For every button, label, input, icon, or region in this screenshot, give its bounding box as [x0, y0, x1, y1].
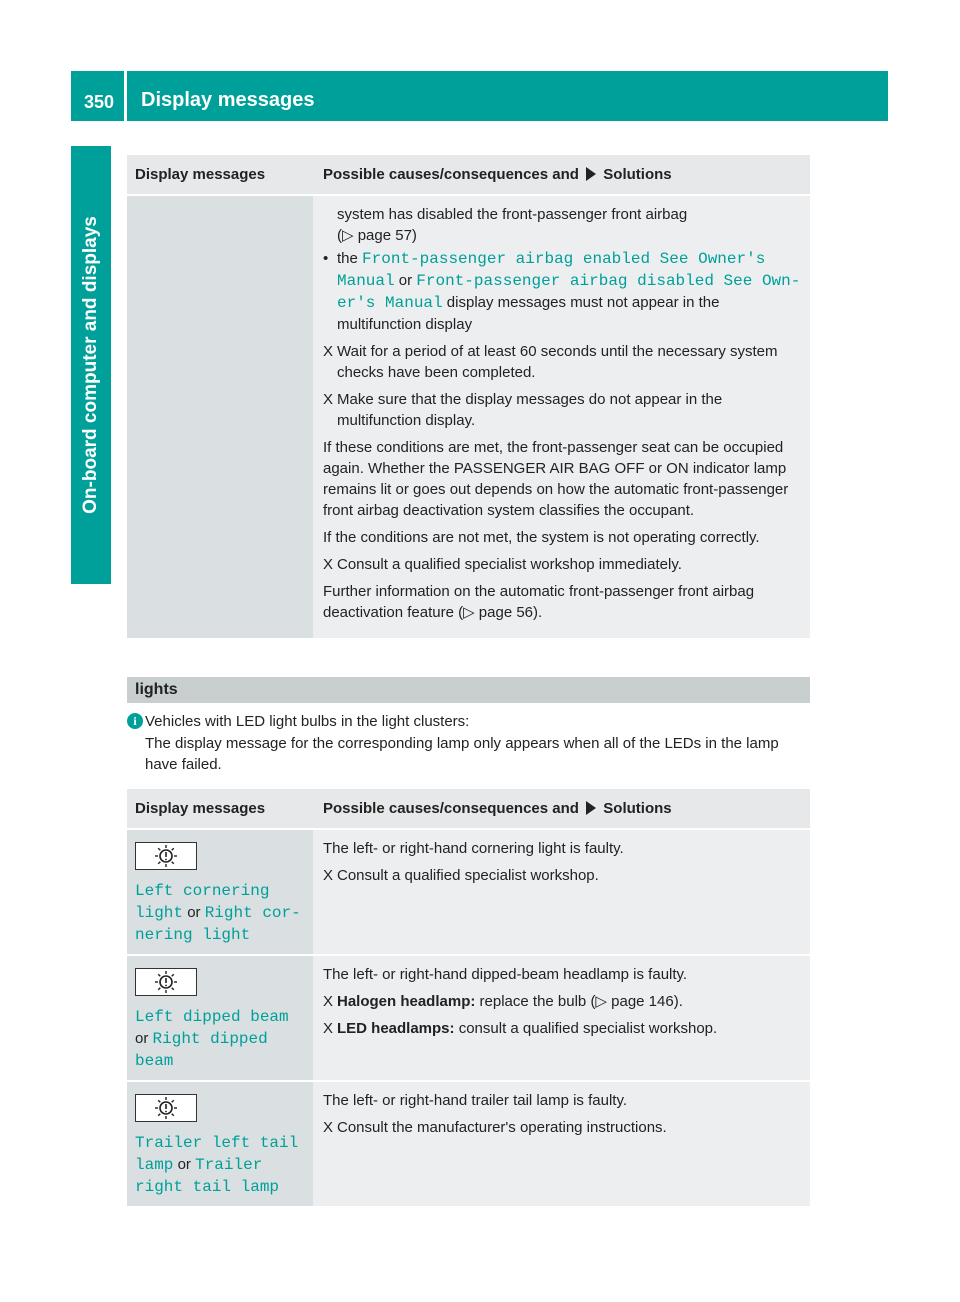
lamp-fault-icon [135, 968, 197, 996]
display-message-cell: Trailer left tail lamp or Trailer right tail lamp [127, 1081, 313, 1207]
action-step: X Consult the manufacturer's operating instructions. [323, 1119, 667, 1136]
causes-solutions-cell [313, 1081, 810, 1207]
causes-solutions-cell [313, 955, 810, 1081]
action-step: X Wait for a period of at least 60 seconds until the necessary system checks have been completed. [323, 343, 778, 381]
action-step-icon: X [323, 993, 334, 1010]
page-number: 350 [84, 92, 115, 112]
paragraph: If the conditions are not met, the system is not operating correctly. [323, 529, 760, 546]
bullet-item: • the Front-passenger airbag enabled See Owner's Manual or Front-passenger airbag disabled See Own‐er's Manual display messages must not appear in the multifunction display [323, 250, 801, 333]
col-header-causes-solutions [313, 789, 810, 829]
display-message-code: Trailer right tail lamp [135, 1156, 280, 1196]
action-step: X Consult a qualified specialist workshop immediately. [323, 556, 682, 573]
col-header-causes-text: Possible causes/consequences and [323, 800, 579, 817]
section-title: lights [135, 681, 178, 698]
cause-text: The left- or right-hand trailer tail lamp is faulty. [323, 1092, 628, 1109]
header-divider [124, 71, 127, 121]
action-step-icon: X [323, 1020, 334, 1037]
table-row [127, 955, 810, 1081]
col-header-solutions-text: Solutions [603, 800, 672, 817]
causes-solutions-cell [313, 829, 810, 955]
causes-solutions-cell [313, 195, 810, 639]
display-message-code: Front-passenger airbag enabled See Owner's Manual [337, 250, 766, 290]
paragraph: Further information on the automatic front-passenger front airbag deactivation feature (▷ page 56). [323, 583, 755, 621]
col-header-solutions-text: Solutions [603, 166, 672, 183]
action-step: X Consult a qualified specialist workshop. [323, 867, 599, 884]
action-step: X Make sure that the display messages do not appear in the multifunction display. [323, 391, 723, 429]
lamp-fault-icon [135, 1094, 197, 1122]
section-bar [127, 677, 810, 703]
info-note [145, 711, 810, 775]
col-header-causes-text: Possible causes/consequences and [323, 166, 579, 183]
cause-text: The left- or right-hand dipped-beam headlamp is faulty. [323, 966, 688, 983]
lights-messages-table [127, 789, 810, 1208]
info-line: The display message for the corresponding lamp only appears when all of the LEDs in the lamp have failed. [145, 735, 779, 773]
table-row [127, 829, 810, 955]
col-header-display-messages: Display messages [127, 155, 313, 195]
display-messages-table-continued [127, 155, 810, 640]
action-step-icon: X [323, 556, 334, 573]
info-icon: i [127, 713, 143, 729]
action-step-icon: X [323, 343, 334, 360]
chapter-side-label: On-board computer and displays [80, 216, 101, 514]
display-message-code: Left dipped beam [135, 1008, 289, 1026]
table-row [127, 1081, 810, 1207]
action-step-icon: X [323, 1119, 334, 1136]
display-message-cell: Left dipped beam or Right dipped beam [127, 955, 313, 1081]
action-step: X Halogen headlamp: replace the bulb (▷ page 146). [323, 993, 683, 1010]
action-step-icon: X [323, 867, 334, 884]
bullet-icon: • [323, 250, 329, 267]
info-line: Vehicles with LED light bulbs in the light clusters: [145, 713, 470, 730]
display-message-code: Trailer left tail lamp [135, 1134, 299, 1174]
cause-text: The left- or right-hand cornering light is faulty. [323, 840, 624, 857]
action-step-icon: X [323, 391, 334, 408]
paragraph: If these conditions are met, the front-passenger seat can be occupied again. Whether the PASSENGER AIR BAG OFF or ON indicator lamp remains lit or goes out depends on how the automatic front-passenger front airbag deactivation system classifies the occupant. [323, 439, 789, 519]
solution-arrow-icon [586, 167, 596, 181]
page-title: Display messages [141, 89, 315, 111]
solution-arrow-icon [586, 801, 596, 815]
col-header-display-messages: Display messages [127, 789, 313, 829]
col-header-causes-solutions [313, 155, 810, 195]
display-message-cell [127, 195, 313, 639]
display-message-code: Right cor‐nering light [135, 904, 301, 944]
display-message-code: Right dipped beam [135, 1030, 268, 1070]
action-step: X LED headlamps: consult a qualified specialist workshop. [323, 1020, 718, 1037]
display-message-code: Left cornering light [135, 882, 270, 922]
display-message-cell: Left cornering light or Right cor‐nering light [127, 829, 313, 955]
page-reference: (▷ page 57) [337, 227, 417, 244]
lamp-fault-icon [135, 842, 197, 870]
display-message-code: Front-passenger airbag disabled See Own‐er's Manual [337, 272, 801, 312]
continued-text: system has disabled the front-passenger front airbag (▷ page 57) [337, 206, 688, 244]
